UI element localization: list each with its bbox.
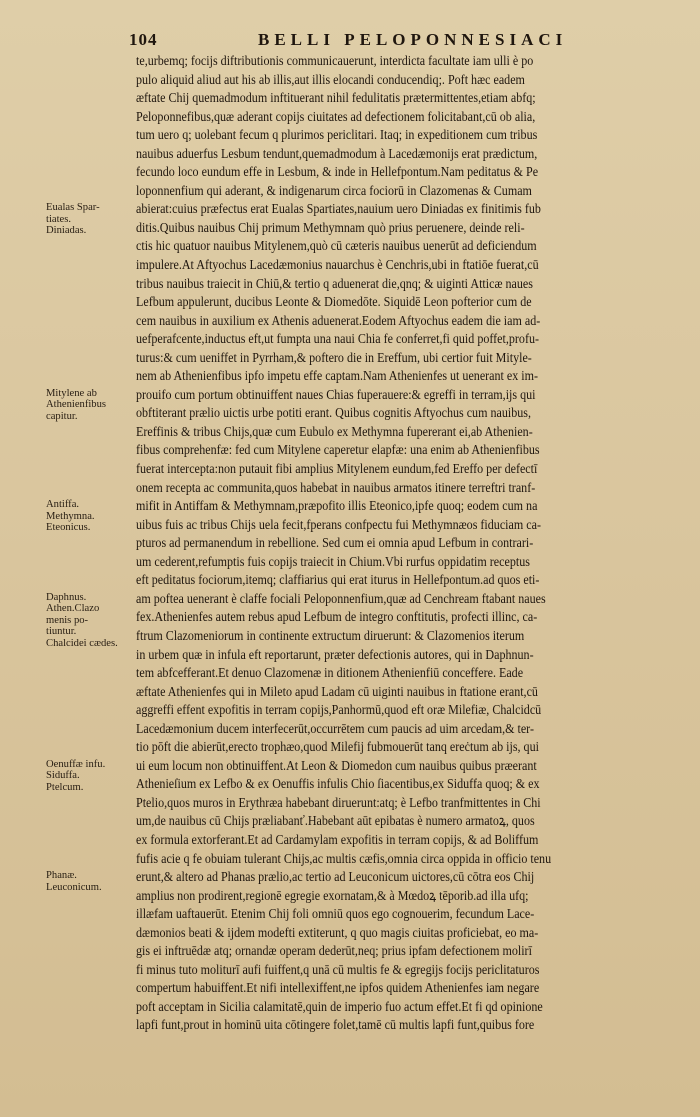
margin-note-line: Leuconicum. [46, 881, 102, 893]
text-line: ex formula extorferant.Et ad Cardamylam expofitis in terram copijs, & ad Boliffum [136, 831, 539, 847]
text-line: fi minus tuto moliturī aufi fuiffent,q unā cū multis fe & egregijs focijs periclitaturos [136, 961, 540, 977]
body-text [136, 52, 686, 1035]
text-line: fibus comprehenfæ: fed cum Mitylene caperetur elapfæ: una enim ab Athenienfibus [136, 442, 540, 458]
margin-note-line: Diniadas. [46, 225, 87, 237]
text-line: amplius non prodirent,regionē egregie exornatam,& à Mœdoꝝ tēporib.ad illa ufq; [136, 887, 529, 903]
text-line: lapfi funt,prout in hominū uita cōtingere folet,tamē cū multis lapfi funt,quibus fore [136, 1017, 535, 1033]
text-line: Lacedæmonium ducem interfecerūt,occurrētem cum paucis ad uim arcedam,& ter- [136, 720, 534, 736]
margin-note-line: Eteonicus. [46, 522, 91, 534]
text-line: Ptelio,quos muros in Erythræa habebant diruerunt:atq; è Lefbo tranfmittentes in Chi [136, 794, 541, 810]
text-line: erunt,& altero ad Phanas prælio,ac tertio ad Leuconicum uictores,cū cōtra eos Chij [136, 869, 535, 885]
text-line: uefperafcente,inductus eft,ut fumpta una naui Chia fe conferret,fi quid poffet,profu- [136, 331, 540, 347]
margin-note-line: menis po- [46, 614, 89, 626]
text-line: nauibus aduerfus Lesbum tendunt,quemadmodum à Lacedæmonijs erat prædictum, [136, 145, 538, 161]
margin-note-line: Antiffa. [46, 499, 80, 511]
text-line: pturos ad permanendum in rebellione. Sed cum ei omnia apud Lefbum in contrari- [136, 535, 534, 551]
margin-note-line: Mitylene ab [46, 387, 97, 399]
margin-note-line: tiates. [46, 213, 72, 225]
text-line: Lefbum appulerunt, ducibus Leonte & Diomedōte. Siquidē Leon pofterior cum de [136, 294, 532, 310]
margin-note-line: Eualas Spar- [46, 202, 100, 214]
text-line: am poftea uenerant è claffe fociali Peloponnenfium,quæ ad Cenchream ftabant naues [136, 590, 546, 606]
margin-note-line: Oenuffæ infu. [46, 758, 106, 770]
margin-note [46, 202, 138, 237]
margin-note [46, 388, 138, 423]
text-line: ditis.Quibus nauibus Chij primum Methymnam quò prius peruenere, deinde reli- [136, 219, 525, 235]
text-line: Ereffinis & tribus Chijs,quæ cum Eubulo ex Methymna fupererant ei,ab Athenien- [136, 423, 533, 439]
text-line: tum uero q; uolebant fecum q plurimos periclitari. Itaq; in expeditionem cum tribus [136, 127, 538, 143]
text-line: fuerat intercepta:non putauit fibi amplius Mitylenem eundum,fed Ereffo per defectī [136, 461, 538, 477]
margin-note [46, 499, 138, 534]
text-line: dæmonios beati & ijdem modefti extiterunt, q quo magis ciuitas proficiebat, eo ma- [136, 924, 539, 940]
text-line: nem ab Athenienfibus ipfo impetu effe captam.Nam Athenienfes ut uenerant ex im- [136, 368, 539, 384]
text-line: abierat:cuius præfectus erat Eualas Spartiates,nauium uero Diniadas ex finitimis fub [136, 201, 541, 217]
text-line: mifit in Antiffam & Methymnam,præpofito illis Eteonico,ipfe quoq; eodem cum na [136, 498, 538, 514]
text-line: onem recepta ac communita,quos habebat in nauibus armatos itinere terreftri tranf- [136, 479, 536, 495]
text-line: obftiterant prælio uictis urbe potiti erant. Quibus cognitis Aftyochus cum nauibus, [136, 405, 531, 421]
text-line: uibus fuis ac tribus Chijs uela fecit,fperans confpectu fui Methymnæos fiduciam ca- [136, 516, 541, 532]
page-number: 104 [129, 30, 158, 49]
text-line: um,de nauibus cū Chijs præliabanť.Habebant aūt epibatas è numero armatoꝝ, quos [136, 813, 535, 829]
text-line: tem abfcefferant.Et denuo Clazomenæ in ditionem Athenienfiū conceffere. Eade [136, 665, 524, 681]
text-line: um cederent,refumptis fuis copijs traiecit in Chium.Vbi rurfus oppidatim receptus [136, 553, 530, 569]
text-line: ctis hic quatuor nauibus Mitylenem,quò cū cæteris nauibus uenerūt ad deficiendum [136, 238, 537, 254]
text-line: ftrum Clazomeniorum in continente extructum diruerunt: & Clazomenios iterum [136, 627, 525, 643]
margin-note-line: Athen.Clazo [46, 603, 100, 615]
margin-note-line: tiuntur. [46, 626, 77, 638]
text-line: aggreffi effent expofitis in terram copijs,Panhormū,quod eft oræ Milefiæ, Chalcidcū [136, 702, 542, 718]
text-line: illæfam uaftauerūt. Etenim Chij foli omniū quos ego cognouerim, fecundum Lace- [136, 906, 535, 922]
text-line: tribus nauibus traiecit in Chiū,& tertio q aduenerat die,qnq; & uiginti Atticæ naues [136, 275, 533, 291]
text-line: æftate Chij quemadmodum inftituerant nihil fedulitatis prætermittentes,etiam abfq; [136, 90, 536, 106]
text-line: Athenieſium ex Lefbo & ex Oenuffis infulis Chio ſiacentibus,ex Siduffa quoq; & ex [136, 776, 540, 792]
text-line: cem nauibus in auxilium ex Athenis aduenerat.Eodem Aftyochus eadem die iam ad- [136, 312, 541, 328]
text-line: loponnenfium qui aderant, & indigenarum circa fociorū in Clazomenas & Cumam [136, 182, 532, 198]
text-line: fufis acie q fe obuiam tulerant Chijs,ac multis cæfis,omnia circa oppida in officio tenu [136, 850, 552, 866]
text-line: tio pōft die abierūt,erecto trophæo,quod Milefij fubmouerūt tanq ereċtum ab ijs, qui [136, 739, 539, 755]
text-line: impulere.At Aftyochus Lacedæmonius nauarchus è Cenchris,ubi in ftatiōe fuerat,cū [136, 257, 539, 273]
margin-note-line: capitur. [46, 410, 78, 422]
margin-note-line: Chalcidei cædes. [46, 637, 118, 649]
margin-note-line: Siduffa. [46, 770, 80, 782]
text-line: fex.Athenienfes autem rebus apud Lefbum de integro conftitutis, profecti illinc, ca- [136, 609, 538, 625]
running-head: BELLI PELOPONNESIACI [258, 30, 568, 49]
text-line: Peloponnefibus,quæ aderant copijs ciuitates ad defectionem folicitabant,cū ob alia, [136, 108, 536, 124]
text-line: turus:& cum ueniffet in Pyrrham,& poftero die in Ereffum, ubi certior fuit Mityle- [136, 349, 532, 365]
text-line: prouifo cum portum obtinuiffent naues Chias fuperauere:& egreffi in terram,ijs qui [136, 386, 536, 402]
margin-note-line: Daphnus. [46, 591, 87, 603]
text-line: in urbem quæ in infula eft reportarunt, præter defectionis autores, qui in Daphnun- [136, 646, 534, 662]
text-line: fecundo loco eundum effe in Lesbum, & inde in Hellefpontum.Nam peditatus & Pe [136, 164, 539, 180]
margin-note-line: Ptelcum. [46, 781, 84, 793]
margin-note-line: Methymna. [46, 510, 95, 522]
margin-note [46, 870, 138, 893]
text-line: æftate Athenienfes qui in Mileto apud Ladam cū uiginti nauibus in ftatione erant,cū [136, 683, 538, 699]
margin-note-line: Phanæ. [46, 870, 77, 882]
text-line: te,urbemq; focijs diftributionis communicauerunt, interdicta facultate iam ulli è po [136, 53, 534, 68]
margin-note-line: Athenienfibus [46, 399, 107, 411]
margin-note [46, 759, 138, 794]
text-line: poft acceptam in Sicilia calamitatē,quin de imperio fuo actum effet.Et fi qd opinione [136, 998, 543, 1014]
text-line: eft peditatus fociorum,itemq; claffiarius qui erat iturus in Hellefpontum.ad quos eti- [136, 572, 540, 588]
text-line: gis ei inftruēdæ atq; ornandæ operam dederūt,neq; prius ipfam defectionem molirī [136, 943, 532, 959]
text-line: ui eum locum non obtinuiffent.At Leon & Diomedon cum nauibus quibus præerant [136, 757, 537, 773]
text-line: compertum habuiffent.Et nifi intellexiffent,ne ipfos quidem Athenienfes iam negare [136, 980, 540, 996]
margin-note [46, 592, 138, 650]
text-line: pulo aliquid aliud aut his ab illis,aut illis elocandi conducendiq;. Poft hæc eadem [136, 71, 525, 87]
